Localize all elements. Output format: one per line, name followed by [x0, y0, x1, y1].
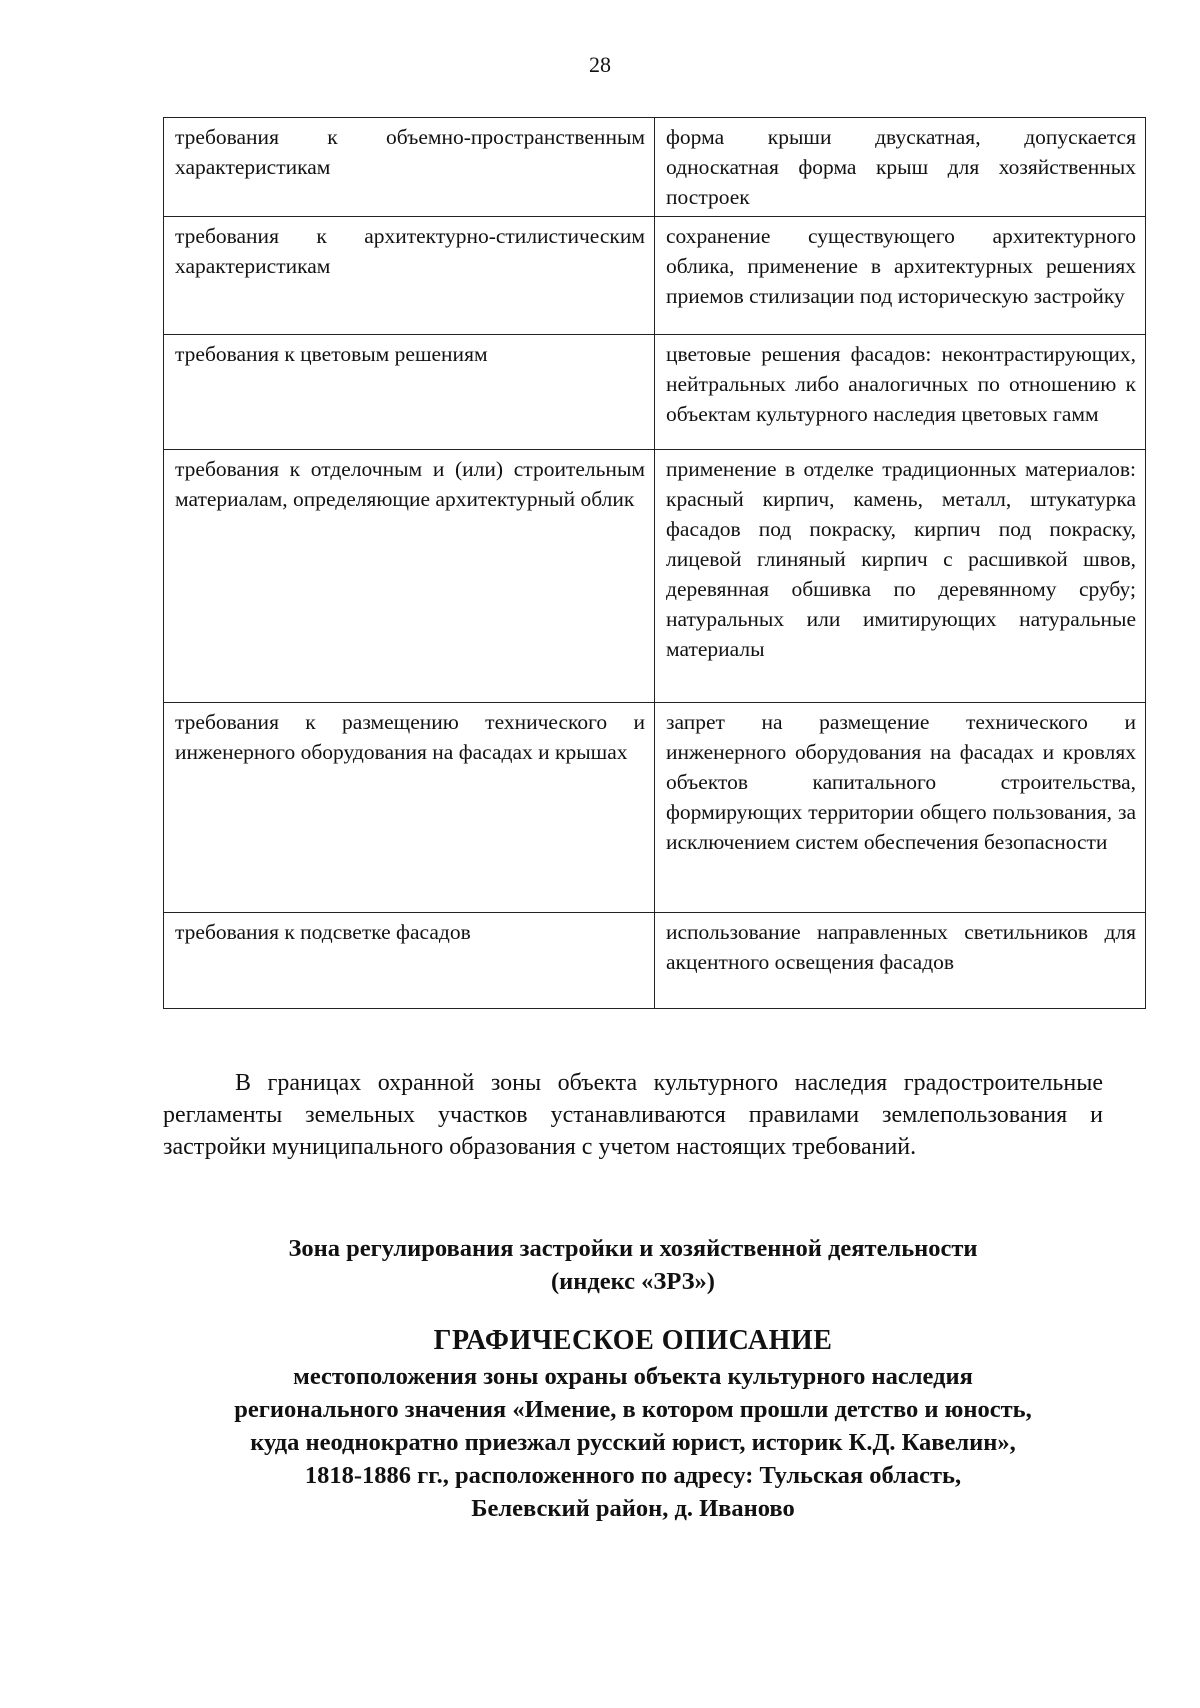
description-line: регионального значения «Имение, в котором прошли детство и юность, — [234, 1396, 1032, 1423]
requirement-value: использование направленных светильников для акцентного освещения фасадов — [655, 913, 1146, 1009]
table-row — [164, 217, 1146, 335]
requirement-label: требования к размещению технического и инженерного оборудования на фасадах и крышах — [164, 703, 655, 913]
table-row — [164, 118, 1146, 217]
zone-index-line: (индекс «ЗРЗ») — [551, 1268, 715, 1295]
requirement-label: требования к архитектурно-стилистическим характеристикам — [164, 217, 655, 335]
graphic-description-body — [150, 1360, 1116, 1525]
description-line: местоположения зоны охраны объекта культурного наследия — [293, 1363, 973, 1390]
requirement-label: требования к объемно-пространственным характеристикам — [164, 118, 655, 217]
description-line: Белевский район, д. Иваново — [471, 1495, 795, 1522]
graphic-description-heading: ГРАФИЧЕСКОЕ ОПИСАНИЕ — [433, 1325, 833, 1356]
description-line: куда неоднократно приезжал русский юрист, историк К.Д. Кавелин», — [250, 1429, 1016, 1456]
requirement-label: требования к цветовым решениям — [164, 335, 655, 450]
table-row — [164, 335, 1146, 450]
table-row — [164, 450, 1146, 703]
page-number: 28 — [589, 52, 611, 77]
requirement-value: форма крыши двускатная, допускается односкатная форма крыш для хозяйственных построек — [655, 118, 1146, 217]
requirement-label: требования к подсветке фасадов — [164, 913, 655, 1009]
requirement-label: требования к отделочным и (или) строительным материалам, определяющие архитектурный облик — [164, 450, 655, 703]
zone-title — [163, 1232, 1103, 1298]
requirements-table — [163, 117, 1146, 1009]
body-paragraph: В границах охранной зоны объекта культурного наследия градостроительные регламенты земельных участков устанавливаются правилами землепользования и застройки муниципального образования с учетом настоящих требований. — [163, 1070, 1103, 1160]
description-line: 1818-1886 гг., расположенного по адресу: Тульская область, — [304, 1462, 962, 1489]
requirement-value: сохранение существующего архитектурного облика, применение в архитектурных решениях приемов стилизации под историческую застройку — [655, 217, 1146, 335]
table-row — [164, 703, 1146, 913]
requirement-value: применение в отделке традиционных материалов: красный кирпич, камень, металл, штукатурка фасадов под покраску, кирпич под покраску, лицевой глиняный кирпич с расшивкой швов, деревянная обшивка по деревянному срубу; натуральных или имитирующих натуральные материалы — [655, 450, 1146, 703]
table-row — [164, 913, 1146, 1009]
requirement-value: запрет на размещение технического и инженерного оборудования на фасадах и кровлях объектов капитального строительства, формирующих территории общего пользования, за исключением систем обеспечения безопасности — [655, 703, 1146, 913]
zone-title-line: Зона регулирования застройки и хозяйственной деятельности — [288, 1235, 978, 1262]
requirement-value: цветовые решения фасадов: неконтрастирующих, нейтральных либо аналогичных по отношению к объектам культурного наследия цветовых гамм — [655, 335, 1146, 450]
